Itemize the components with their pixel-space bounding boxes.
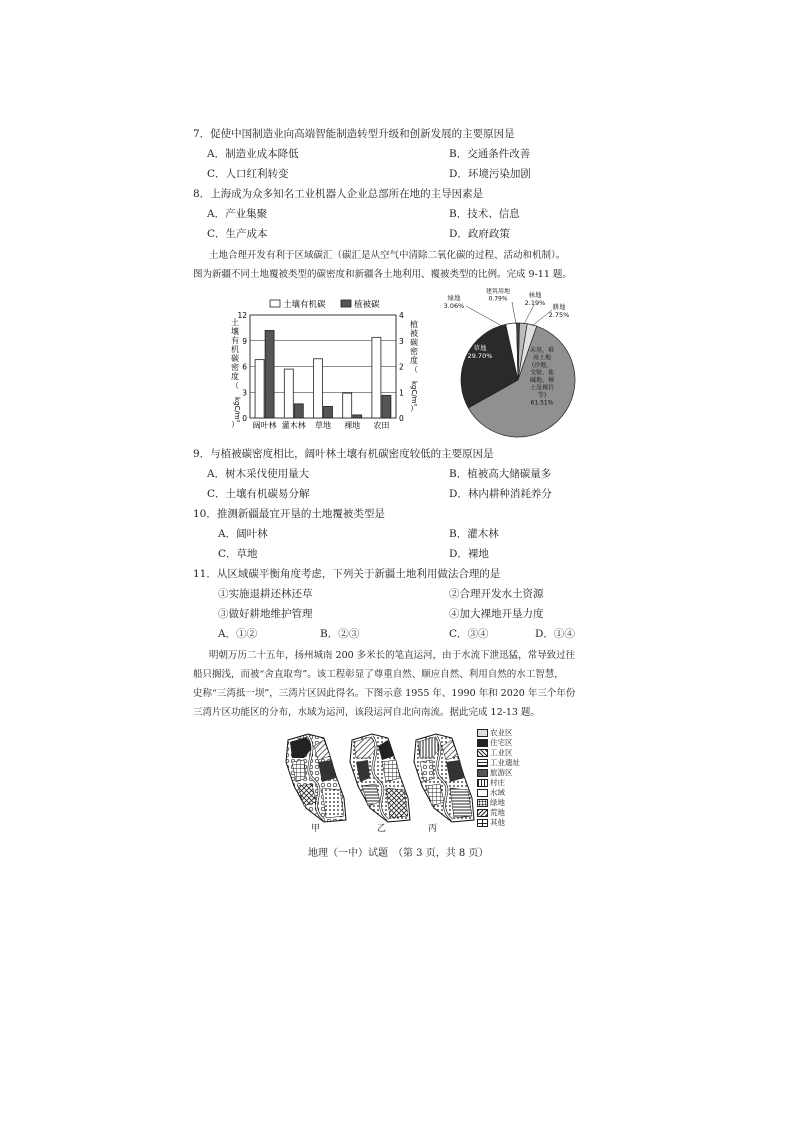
pie-label-greenland: 3.06%	[443, 302, 465, 310]
q9-option-d[interactable]: D．林内耕种消耗养分	[449, 488, 552, 500]
y-left-label-part: 碳	[231, 354, 239, 363]
legend-label: 绿地	[490, 798, 505, 807]
q8-option-c[interactable]: C．生产成本	[207, 228, 268, 240]
q10-option-c[interactable]: C．草地	[218, 548, 258, 560]
pie-label-farmland: 2.75%	[548, 311, 570, 319]
pie-label-grassland: 草地	[473, 344, 487, 352]
q10-stem: 10．推测新疆最宜开垦的土地覆被类型是	[193, 508, 385, 520]
legend-item-tourism	[477, 768, 513, 777]
y-left-tick-label: 0	[242, 414, 247, 423]
y-right-tick-label: 1	[399, 388, 404, 398]
passage1-line2: 图为新疆不同土地覆被类型的碳密度和新疆各土地利用、覆被类型的比例。完成 9-11 题。	[193, 269, 572, 280]
q9-option-a[interactable]: A．树木采伐使用量大	[207, 468, 310, 480]
y-right-label-part: 碳	[410, 338, 418, 347]
bar-soil-carbon	[372, 337, 381, 418]
q8-option-d[interactable]: D．政府政策	[449, 228, 510, 240]
y-right-label-part: 度	[410, 356, 418, 365]
pie-label-forest: 林地	[528, 291, 542, 299]
legend-swatch	[477, 799, 488, 807]
x-tick-label: 草地	[315, 421, 331, 430]
pie-label-greenland: 绿地	[447, 294, 461, 302]
page-footer: 地理（一中）试题 （第 3 页，共 8 页）	[308, 848, 489, 859]
legend-label-veg: 植被碳	[354, 300, 380, 310]
q7-stem: 7．促使中国制造业向高端智能制造转型升级和创新发展的主要原因是	[193, 128, 515, 140]
q9-option-b[interactable]: B．植被高大储碳量多	[449, 468, 552, 480]
passage2-line3: 史称“三湾抵一坝”，三湾片区因此得名。下图示意 1955 年、1990 年和 2020 年三个年份	[193, 688, 576, 699]
legend-swatch	[477, 779, 488, 787]
q9-stem: 9．与植被碳密度相比，阔叶林土壤有机碳密度较低的主要原因是	[193, 448, 494, 460]
legend-swatch	[477, 819, 488, 827]
map-label-jia: 甲	[311, 824, 321, 834]
legend-item-residential	[477, 738, 513, 747]
q11-option-b[interactable]: B．②③	[320, 628, 360, 640]
y-left-tick-label: 12	[237, 311, 247, 320]
legend-item-other	[477, 818, 505, 827]
passage1-line1: 土地合理开发有利于区域碳汇（碳汇是从空气中清除二氧化碳的过程、活动和机制）。	[209, 250, 566, 261]
legend-swatch	[477, 729, 488, 737]
bar-vegetation-carbon	[353, 415, 362, 418]
q10-option-d[interactable]: D．裸地	[449, 548, 489, 560]
y-left-label-part: （	[231, 381, 239, 390]
legend-swatch	[477, 759, 488, 767]
legend-swatch-soil	[270, 300, 280, 307]
y-left-label-part: 土	[231, 318, 239, 327]
y-left-label-part: 壤	[231, 327, 239, 336]
q7-option-c[interactable]: C．人口红利转变	[207, 168, 289, 180]
land-use-pie-chart	[438, 288, 588, 443]
pie-label-unused-land: 碱地、裸	[529, 377, 555, 384]
q10-option-b[interactable]: B．灌木林	[449, 528, 499, 540]
passage2-line2: 船只搁浅，而被“舍直取弯”。该工程彰显了尊重自然、顺应自然、利用自然的水工智慧，	[193, 669, 564, 680]
pie-label-farmland: 耕地	[552, 303, 566, 311]
legend-swatch	[477, 769, 488, 777]
passage2-line1: 明朝万历二十五年，扬州城南 200 多米长的笔直运河，由于水流下泄迅猛，常导致过往	[209, 650, 576, 661]
pie-label-unused-land: 等)	[537, 392, 547, 399]
y-right-label-part: kgC/m²	[410, 381, 418, 407]
pie-label-unused-land: 用土地	[532, 354, 552, 362]
q8-stem: 8．上海成为众多知名工业机器人企业总部所在地的主导因素是	[193, 188, 484, 200]
bar-vegetation-carbon	[324, 406, 333, 418]
legend-swatch	[477, 749, 488, 757]
bar-soil-carbon	[343, 393, 352, 418]
legend-item-water	[477, 788, 505, 797]
q8-option-b[interactable]: B．技术、信息	[449, 208, 520, 220]
y-right-label-part: 密	[410, 347, 418, 356]
sanwan-maps	[284, 728, 480, 828]
passage2-line4: 三湾片区功能区的分布，水域为运河，该段运河自北向南流。据此完成 12-13 题。	[193, 707, 540, 718]
map-bing	[414, 734, 474, 822]
y-axis-left-label	[231, 317, 241, 429]
y-right-tick-label: 0	[399, 414, 404, 423]
legend-item-wasteland	[477, 808, 505, 817]
pie-label-unused-land: 未用、难	[529, 347, 555, 354]
pie-label-unused-land: 戈壁、盐	[529, 369, 555, 377]
legend-label: 工业区	[490, 748, 513, 757]
carbon-density-bar-chart	[228, 293, 420, 438]
pie-label-building-land: 0.79%	[488, 295, 508, 303]
pie-label-unused-land: 土及裸岩	[529, 384, 555, 392]
pie-label-unused-land: 61.51%	[530, 399, 554, 407]
legend-label: 村庄	[490, 778, 505, 787]
y-axis-right-label	[410, 319, 418, 413]
map-label-yi: 乙	[377, 824, 387, 834]
bar-soil-carbon	[314, 359, 323, 418]
leader-line	[512, 302, 516, 324]
y-left-tick-label: 6	[242, 362, 247, 372]
map-label-bing: 丙	[428, 824, 438, 834]
q11-item-3: ③做好耕地维护管理	[218, 608, 313, 620]
y-right-label-part: ）	[410, 404, 418, 413]
y-left-label-part: kgC/m²	[233, 397, 241, 423]
legend-item-greenland	[477, 798, 505, 807]
bar-soil-carbon	[284, 369, 293, 418]
legend-label: 旅游区	[490, 768, 513, 777]
bar-vegetation-carbon	[265, 330, 274, 418]
legend-swatch	[477, 809, 488, 817]
legend-swatch-veg	[341, 300, 351, 307]
q8-option-a[interactable]: A．产业集聚	[207, 208, 268, 220]
y-right-tick-label: 4	[399, 311, 404, 320]
legend-swatch	[477, 789, 488, 797]
x-tick-label: 灌木林	[281, 421, 306, 430]
y-right-label-part: 植	[410, 320, 418, 329]
y-left-label-part: 密	[231, 363, 239, 372]
bar-vegetation-carbon	[294, 404, 303, 418]
legend-item-agriculture	[477, 728, 513, 737]
bar-soil-carbon	[255, 360, 264, 418]
q7-option-a[interactable]: A．制造业成本降低	[207, 148, 299, 160]
y-right-tick-label: 3	[399, 336, 404, 346]
leader-line	[466, 306, 502, 326]
x-tick-label: 裸地	[344, 421, 361, 430]
q11-option-d[interactable]: D．①④	[535, 628, 575, 640]
y-left-label-part: 度	[231, 372, 239, 381]
q11-option-a[interactable]: A．①②	[218, 628, 258, 640]
q10-option-a[interactable]: A．阔叶林	[218, 528, 268, 540]
legend-label: 荒地	[490, 808, 505, 817]
y-right-tick-label: 2	[399, 362, 404, 372]
legend-label: 水域	[490, 788, 505, 797]
q11-stem: 11．从区域碳平衡角度考虑，下列关于新疆土地利用做法合理的是	[193, 568, 501, 580]
pie-label-forest: 2.19%	[524, 299, 546, 307]
x-tick-label: 阔叶林	[252, 421, 277, 430]
y-left-tick-label: 9	[242, 336, 247, 346]
q11-item-4: ④加大裸地开垦力度	[449, 608, 544, 620]
legend-swatch	[477, 739, 488, 747]
q7-option-d[interactable]: D．环境污染加剧	[449, 168, 531, 180]
legend-item-industrial-heritage	[477, 758, 520, 767]
q7-option-b[interactable]: B．交通条件改善	[449, 148, 531, 160]
y-left-label-part: 有	[231, 336, 239, 345]
y-right-label-part: （	[410, 365, 418, 374]
legend-label: 农业区	[490, 728, 513, 737]
map-yi	[350, 734, 410, 822]
x-tick-label: 农田	[373, 421, 390, 430]
bar-chart-legend	[270, 299, 380, 310]
y-left-tick-label: 3	[242, 388, 247, 398]
q9-option-c[interactable]: C．土壤有机碳易分解	[207, 488, 310, 500]
y-left-label-part: ）	[231, 420, 239, 429]
legend-label: 其他	[490, 818, 505, 827]
legend-label: 工业遗址	[490, 758, 520, 767]
pie-label-grassland: 29.70%	[467, 352, 493, 360]
q11-item-2: ②合理开发水土资源	[449, 588, 544, 600]
legend-item-village	[477, 778, 505, 787]
leader-line	[524, 305, 534, 324]
pie-label-unused-land: (沙地、	[531, 362, 553, 369]
map-jia	[286, 734, 346, 822]
legend-item-industrial	[477, 748, 513, 757]
q11-option-c[interactable]: C．③④	[449, 628, 489, 640]
y-right-label-part: 被	[410, 329, 418, 338]
legend-label-soil: 土壤有机碳	[283, 300, 326, 310]
pie-label-building-land: 建筑用地	[485, 288, 511, 295]
bar-vegetation-carbon	[382, 395, 391, 418]
y-left-label-part: 机	[231, 345, 239, 354]
q11-item-1: ①实施退耕还林还草	[218, 588, 313, 600]
legend-label: 住宅区	[490, 738, 513, 747]
